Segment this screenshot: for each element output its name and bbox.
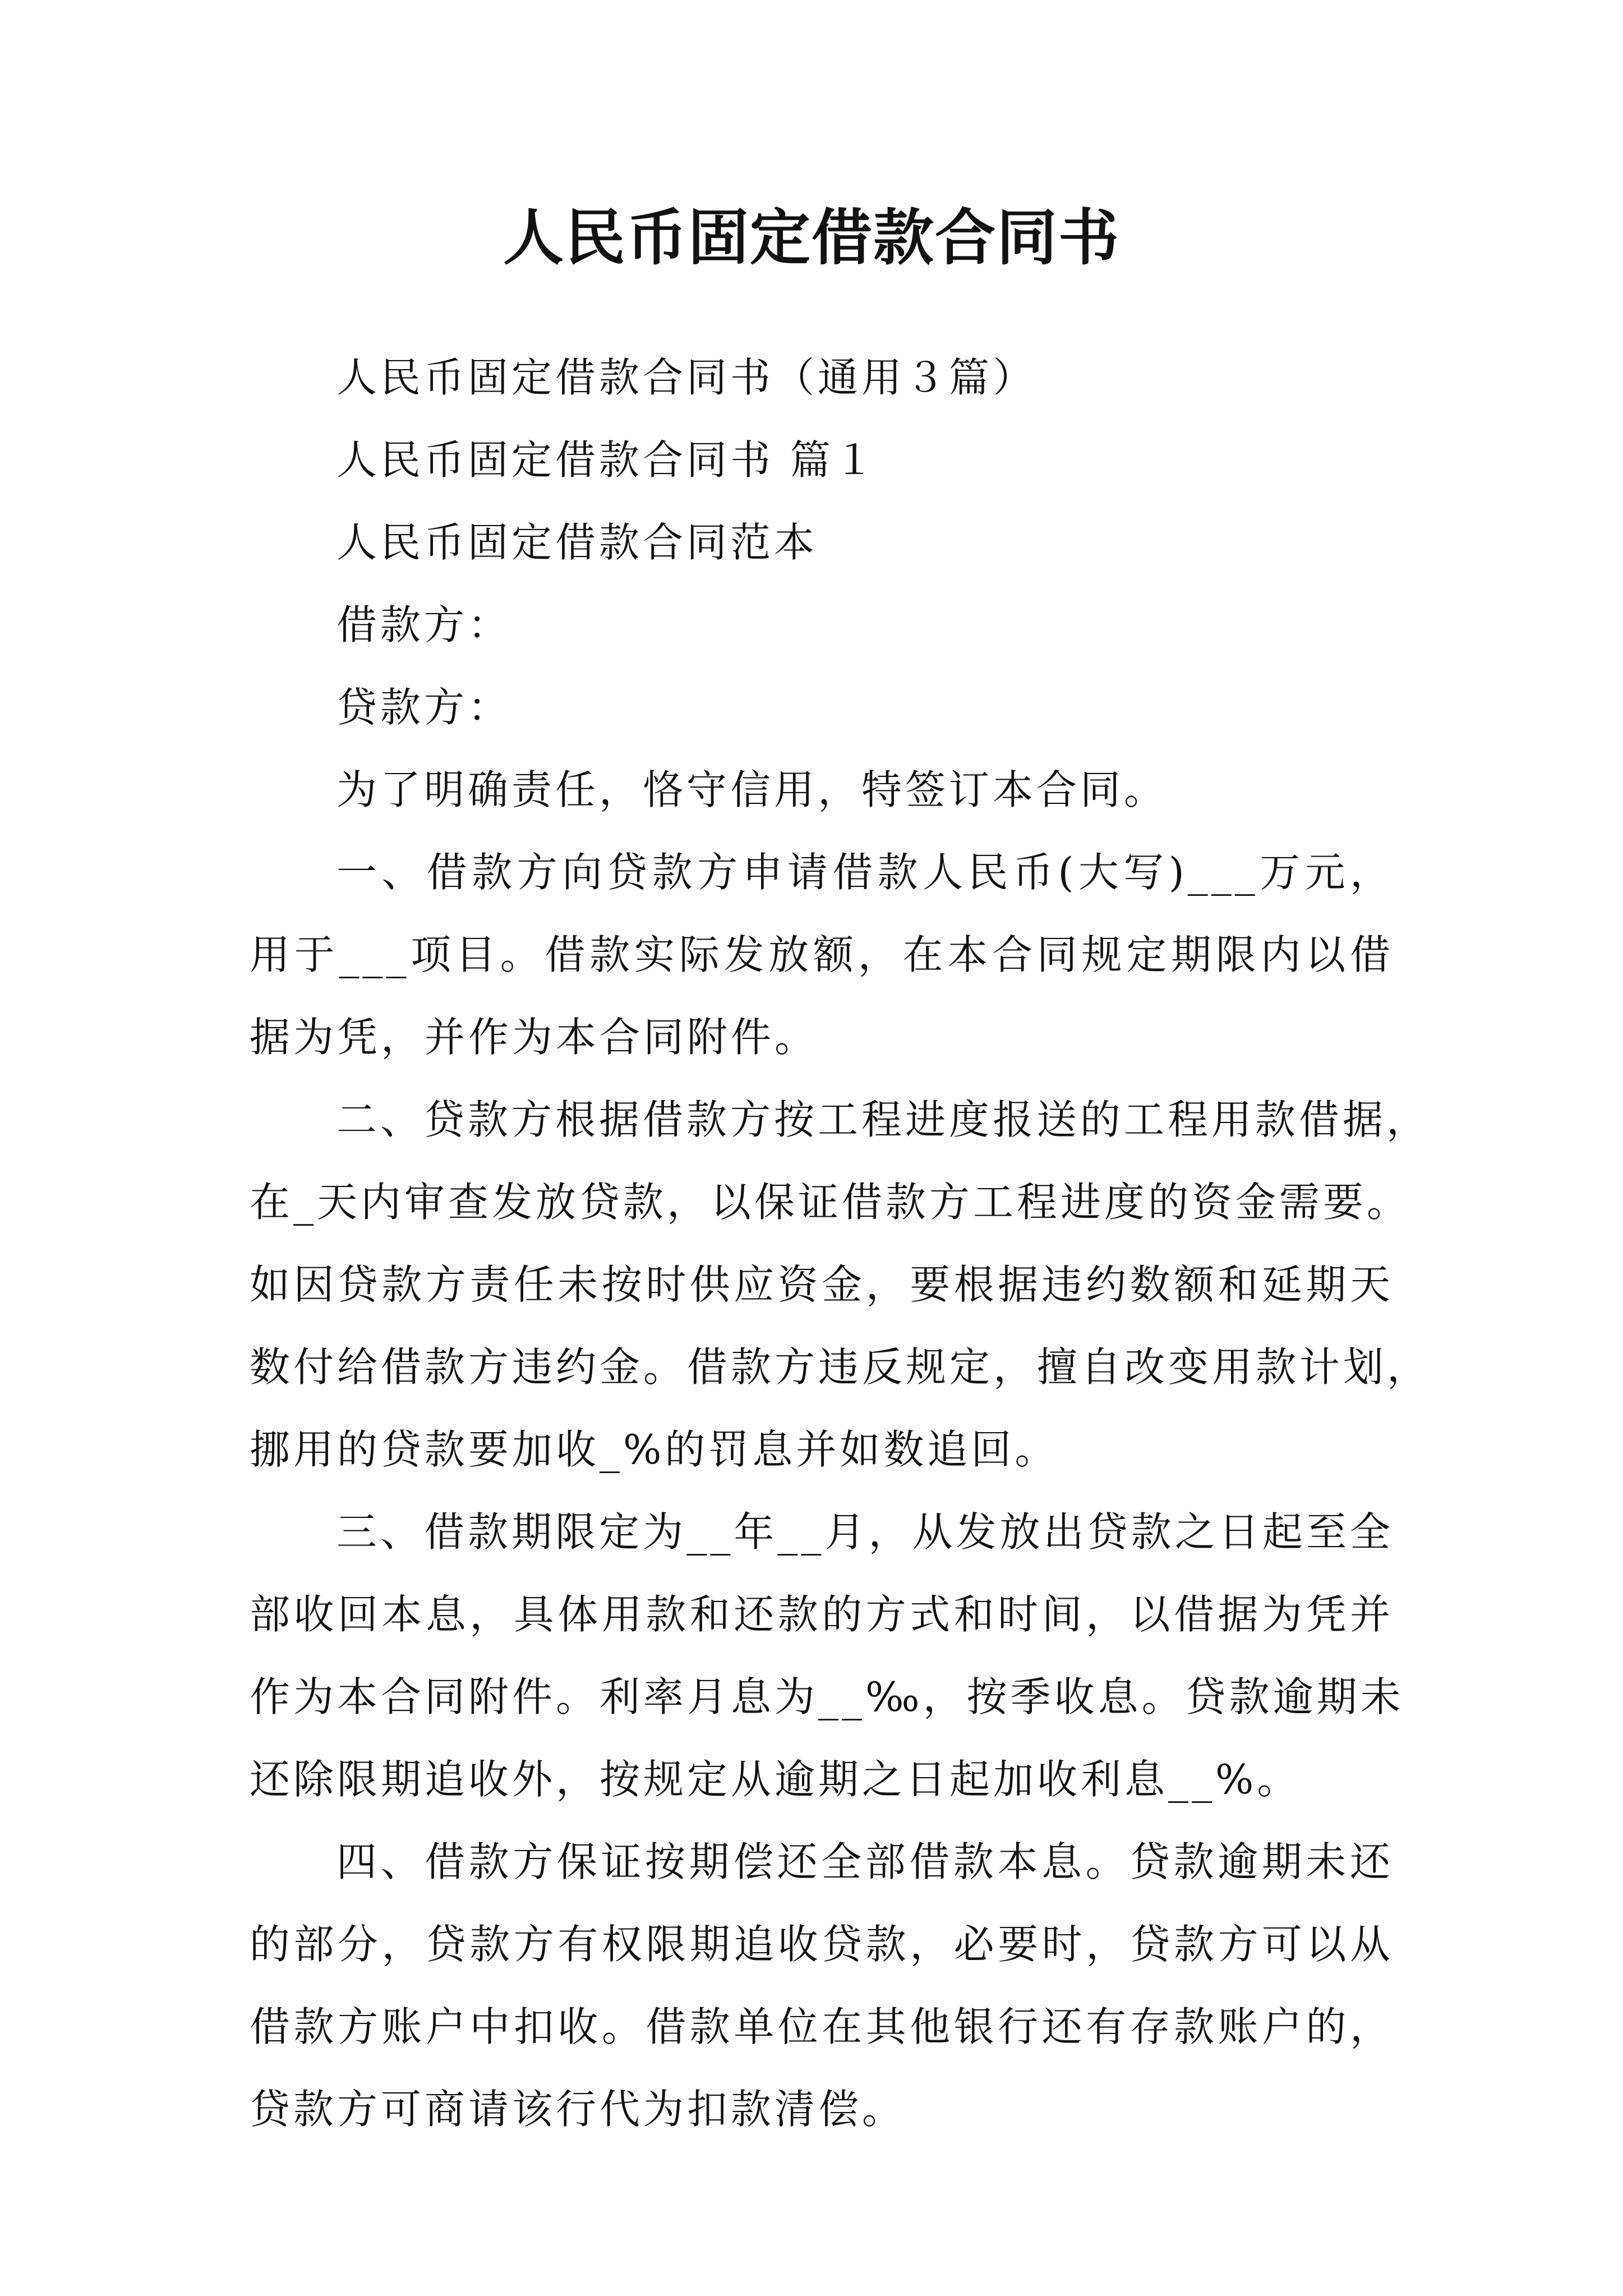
clause-2: [250, 1079, 1431, 1491]
clause-line: 如因贷款方责任未按时供应资金，要根据违约数额和延期天: [250, 1261, 1394, 1308]
clause-line: 的部分，贷款方有权限期追收贷款，必要时，贷款方可以从: [250, 1921, 1394, 1968]
clause-line: 据为凭，并作为本合同附件。: [250, 1014, 819, 1061]
clause-line: 挪用的贷款要加收_%的罚息并如数追回。: [250, 1426, 1059, 1473]
clause-line: 一、借款方向贷款方申请借款人民币(大写)___万元，: [336, 849, 1394, 896]
subtitle-line: 人民币固定借款合同书（通用３篇）: [336, 354, 1037, 401]
lender-field: 贷款方：: [336, 684, 512, 731]
clause-line: 贷款方可商请该行代为扣款清偿。: [250, 2086, 906, 2133]
clause-line: 借款方账户中扣收。借款单位在其他银行还有存款账户的，: [250, 2003, 1394, 2050]
clause-line: 部收回本息，具体用款和还款的方式和时间，以借据为凭并: [250, 1591, 1394, 1638]
clause-line: 四、借款方保证按期偿还全部借款本息。贷款逾期未还: [336, 1838, 1394, 1885]
clause-line: 二、贷款方根据借款方按工程进度报送的工程用款借据，: [336, 1096, 1431, 1143]
preamble-paragraph: 为了明确责任，恪守信用，特签订本合同。: [336, 766, 1168, 813]
clause-line: 在_天内审查发放贷款，以保证借款方工程进度的资金需要。: [250, 1179, 1411, 1226]
document-title: 人民币固定借款合同书: [502, 203, 1120, 273]
clause-3: [250, 1491, 1404, 1821]
clause-line: 三、借款期限定为__年__月，从发放出贷款之日起至全: [336, 1508, 1394, 1556]
borrower-field: 借款方：: [336, 601, 512, 648]
clause-line: 作为本合同附件。利率月息为__‰，按季收息。贷款逾期未: [250, 1673, 1404, 1720]
clause-line: 用于___项目。借款实际发放额，在本合同规定期限内以借: [250, 931, 1394, 978]
clause-4: [250, 1821, 1394, 2151]
template-heading: 人民币固定借款合同范本: [336, 519, 818, 566]
clause-line: 还除限期追收外，按规定从逾期之日起加收利息__%。: [250, 1756, 1301, 1803]
clause-line: 数付给借款方违约金。借款方违反规定，擅自改变用款计划，: [250, 1343, 1431, 1391]
clause-1: [250, 831, 1394, 1079]
section-heading: 人民币固定借款合同书 篇１: [336, 436, 878, 484]
document-body: [250, 337, 1431, 2151]
